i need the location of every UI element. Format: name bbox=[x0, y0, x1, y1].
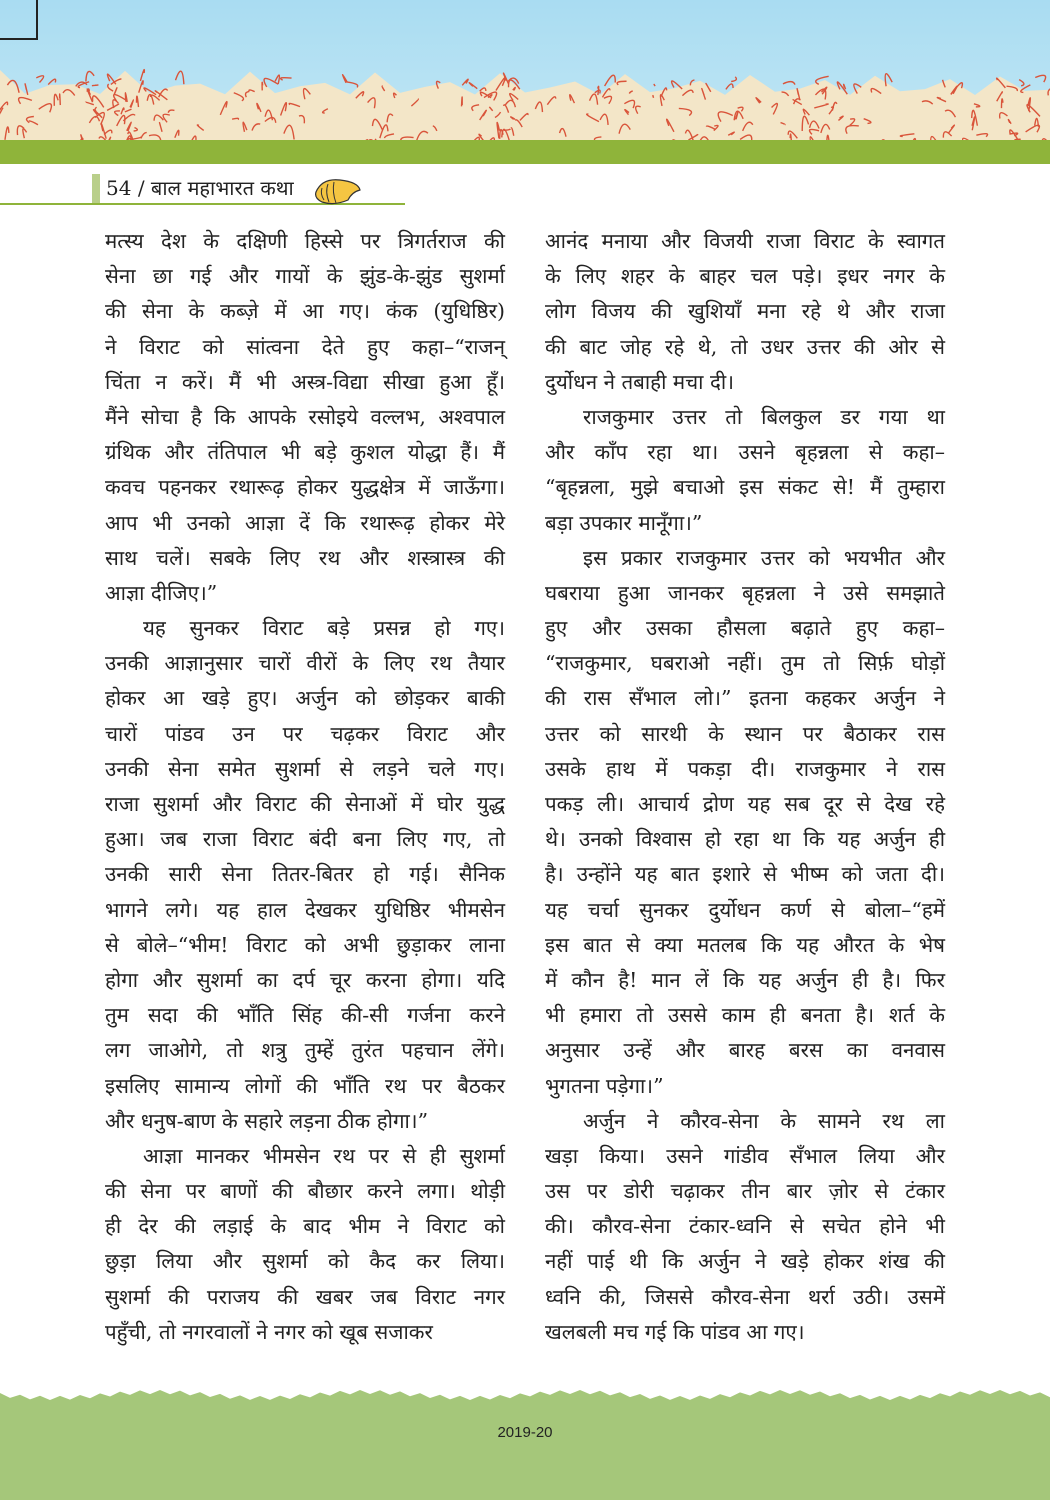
text-line: आज्ञा मानकर भीमसेन रथ पर से ही सुशर्मा bbox=[143, 1143, 505, 1168]
header-title bbox=[106, 174, 294, 201]
page-number: 54 bbox=[106, 176, 132, 200]
text-line: अनुसार उन्हें और बारह बरस का वनवास bbox=[545, 1038, 945, 1063]
text-line: छुड़ा लिया और सुशर्मा को कैद कर लिया। bbox=[105, 1249, 505, 1274]
text-line: पकड़ ली। आचार्य द्रोण यह सब दूर से देख रहे bbox=[545, 792, 945, 816]
text-line: थे। उनको विश्वास हो रहा था कि यह अर्जुन ही bbox=[545, 827, 945, 852]
text-line: तुम सदा की भाँति सिंह की-सी गर्जना करने bbox=[105, 1003, 505, 1028]
text-line: राजा सुशर्मा और विराट की सेनाओं में घोर युद्ध bbox=[105, 792, 505, 816]
text-line: ने विराट को सांत्वना देते हुए कहा–“राजन् bbox=[105, 334, 505, 359]
frieze-figure-stroke bbox=[107, 74, 115, 84]
text-line: यह सुनकर विराट बड़े प्रसन्न हो गए। bbox=[143, 616, 505, 641]
text-column-right bbox=[545, 224, 945, 1350]
text-column-left bbox=[105, 224, 505, 1350]
frieze-figure-stroke bbox=[36, 76, 43, 83]
text-line: की सेना के कब्ज़े में आ गए। कंक (युधिष्ठिर) bbox=[105, 299, 505, 324]
text-line: लग जाओगे, तो शत्रु तुम्हें तुरंत पहचान लेंगे। bbox=[105, 1038, 505, 1063]
text-line: है। उन्होंने यह बात इशारे से भीष्म को जता दी। bbox=[545, 862, 945, 887]
text-line: और धनुष-बाण के सहारे लड़ना ठीक होगा।” bbox=[105, 1108, 429, 1133]
text-line: होगा और सुशर्मा का दर्प चूर करना होगा। यदि bbox=[105, 967, 505, 992]
frieze-figure-stroke bbox=[462, 79, 468, 85]
text-line: खलबली मच गई कि पांडव आ गए। bbox=[545, 1319, 805, 1344]
text-line: कवच पहनकर रथारूढ़ होकर युद्धक्षेत्र में जाऊँगा। bbox=[105, 475, 505, 500]
text-line: मत्स्य देश के दक्षिणी हिस्से पर त्रिगर्तराज की bbox=[105, 229, 505, 253]
crop-mark bbox=[0, 38, 38, 40]
text-line: लोग विजय की खुशियाँ मना रहे थे और राजा bbox=[545, 299, 945, 324]
text-line: उत्तर को सारथी के स्थान पर बैठाकर रास bbox=[545, 721, 945, 746]
text-line: ध्वनि की, जिससे कौरव-सेना थर्रा उठी। उसमें bbox=[545, 1284, 945, 1309]
text-line: चारों पांडव उन पर चढ़कर विराट और bbox=[105, 721, 505, 746]
frieze-figure-stroke bbox=[25, 84, 28, 95]
running-header bbox=[92, 170, 432, 204]
text-line: उनकी सेना समेत सुशर्मा से लड़ने चले गए। bbox=[105, 756, 505, 781]
frieze-figure-stroke bbox=[731, 77, 736, 82]
frieze-figure-stroke bbox=[60, 94, 61, 105]
text-line: भागने लगे। यह हाल देखकर युधिष्ठिर भीमसेन bbox=[105, 897, 505, 922]
header-bar bbox=[92, 174, 100, 204]
frieze-figure-stroke bbox=[281, 78, 292, 80]
text-line: नहीं पाई थी कि अर्जुन ने खड़े होकर शंख की bbox=[545, 1249, 945, 1274]
crop-mark bbox=[36, 0, 38, 40]
text-line: राजकुमार उत्तर तो बिलकुल डर गया था bbox=[583, 404, 945, 429]
text-line: चिंता न करें। मैं भी अस्त्र-विद्या सीखा हुआ हूँ। bbox=[105, 369, 505, 394]
frieze-figure-stroke bbox=[726, 84, 733, 89]
text-line: हुआ। जब राजा विराट बंदी बना लिए गए, तो bbox=[105, 827, 505, 852]
bottom-green-border bbox=[0, 1385, 1050, 1500]
text-line: और काँप रहा था। उसने बृहन्नला से कहा– bbox=[545, 440, 945, 465]
text-line: यह चर्चा सुनकर दुर्योधन कर्ण से बोला–“हमें bbox=[545, 897, 945, 922]
frieze-figure-stroke bbox=[469, 83, 477, 89]
frieze-figure-stroke bbox=[347, 82, 358, 87]
text-line: हुए और उसका हौसला बढ़ाते हुए कहा– bbox=[545, 616, 945, 641]
text-line: उस पर डोरी चढ़ाकर तीन बार ज़ोर से टंकार bbox=[545, 1179, 945, 1204]
text-line: उनकी सारी सेना तितर-बितर हो गई। सैनिक bbox=[105, 862, 505, 887]
footer-year: 2019-20 bbox=[497, 1424, 553, 1441]
text-line: आज्ञा दीजिए।” bbox=[105, 580, 218, 605]
text-line: बड़ा उपकार मानूँगा।” bbox=[545, 510, 703, 535]
text-line: इसलिए सामान्य लोगों की भाँति रथ पर बैठकर bbox=[105, 1073, 505, 1098]
conch-icon bbox=[312, 176, 362, 206]
frieze-figure-stroke bbox=[262, 82, 263, 90]
text-line: ही देर की लड़ाई के बाद भीम ने विराट को bbox=[105, 1214, 505, 1239]
frieze-figure-stroke bbox=[653, 96, 654, 98]
text-line: दुर्योधन ने तबाही मचा दी। bbox=[545, 369, 734, 394]
text-line: होकर आ खड़े हुए। अर्जुन को छोड़कर बाकी bbox=[105, 686, 505, 711]
frieze-figure-stroke bbox=[86, 71, 94, 81]
text-line: मैंने सोचा है कि आपके रसोइये वल्लभ, अश्वपाल bbox=[105, 404, 505, 429]
text-line: भुगतना पड़ेगा।” bbox=[545, 1073, 664, 1098]
text-line: खड़ा किया। उसने गांडीव सँभाल लिया और bbox=[545, 1143, 945, 1168]
text-line: घबराया हुआ जानकर बृहन्नला ने उसे समझाते bbox=[545, 580, 945, 605]
text-line: उसके हाथ में पकड़ा दी। राजकुमार ने रास bbox=[545, 756, 945, 781]
separator: / bbox=[137, 176, 145, 200]
text-line: साथ चलें। सबके लिए रथ और शस्त्रास्त्र की bbox=[105, 545, 505, 570]
text-line: की रास सँभाल लो।” इतना कहकर अर्जुन ने bbox=[545, 686, 945, 711]
text-line: पहुँची, तो नगरवालों ने नगर को खूब सजाकर bbox=[105, 1319, 433, 1344]
text-line: सुशर्मा की पराजय की खबर जब विराट नगर bbox=[105, 1284, 505, 1309]
frieze-figure-stroke bbox=[462, 97, 463, 106]
text-line: इस प्रकार राजकुमार उत्तर को भयभीत और bbox=[583, 545, 945, 570]
frieze-figure-stroke bbox=[1019, 80, 1024, 86]
frieze-figure-stroke bbox=[140, 70, 144, 81]
frieze-figure-stroke bbox=[1035, 75, 1045, 82]
text-line: इस बात से क्या मतलब कि यह औरत के भेष bbox=[545, 932, 945, 957]
frieze-figure-stroke bbox=[176, 71, 184, 84]
frieze-figure-stroke bbox=[342, 75, 347, 83]
text-line: आनंद मनाया और विजयी राजा विराट के स्वागत bbox=[545, 229, 945, 253]
text-line: “बृहन्नला, मुझे बचाओ इस संकट से! मैं तुम्हारा bbox=[545, 475, 945, 500]
frieze-figure-stroke bbox=[654, 84, 655, 86]
text-line: की सेना पर बाणों की बौछार करने लगा। थोड़ी bbox=[105, 1179, 505, 1204]
frieze-figure-stroke bbox=[48, 79, 55, 84]
frieze-figure-stroke bbox=[92, 85, 98, 86]
green-band bbox=[0, 140, 1050, 164]
text-line: उनकी आज्ञानुसार चारों वीरों के लिए रथ तैयार bbox=[105, 651, 505, 676]
text-line: में कौन है! मान लें कि यह अर्जुन ही है। फिर bbox=[545, 967, 945, 992]
text-line: की बाट जोह रहे थे, तो उधर उत्तर की ओर से bbox=[545, 334, 945, 359]
book-title: बाल महाभारत कथा bbox=[150, 176, 294, 200]
text-line: “राजकुमार, घबराओ नहीं। तुम तो सिर्फ़ घोड़ों bbox=[545, 651, 945, 676]
text-line: के लिए शहर के बाहर चल पड़े। इधर नगर के bbox=[545, 264, 945, 289]
text-line: सेना छा गई और गायों के झुंड-के-झुंड सुशर्मा bbox=[105, 264, 505, 289]
text-line: आप भी उनको आज्ञा दें कि रथारूढ़ होकर मेरे bbox=[105, 510, 505, 535]
frieze-figure-stroke bbox=[783, 82, 795, 85]
text-line: से बोले–“भीम! विराट को अभी छुड़ाकर लाना bbox=[105, 932, 505, 957]
text-line: भी हमारा तो उससे काम ही बनता है। शर्त के bbox=[545, 1003, 945, 1028]
text-line: ग्रंथिक और तंतिपाल भी बड़े कुशल योद्धा हैं। मैं bbox=[105, 440, 505, 465]
text-line: की। कौरव-सेना टंकार-ध्वनि से सचेत होने भी bbox=[545, 1214, 945, 1239]
text-line: अर्जुन ने कौरव-सेना के सामने रथ ला bbox=[583, 1108, 945, 1133]
